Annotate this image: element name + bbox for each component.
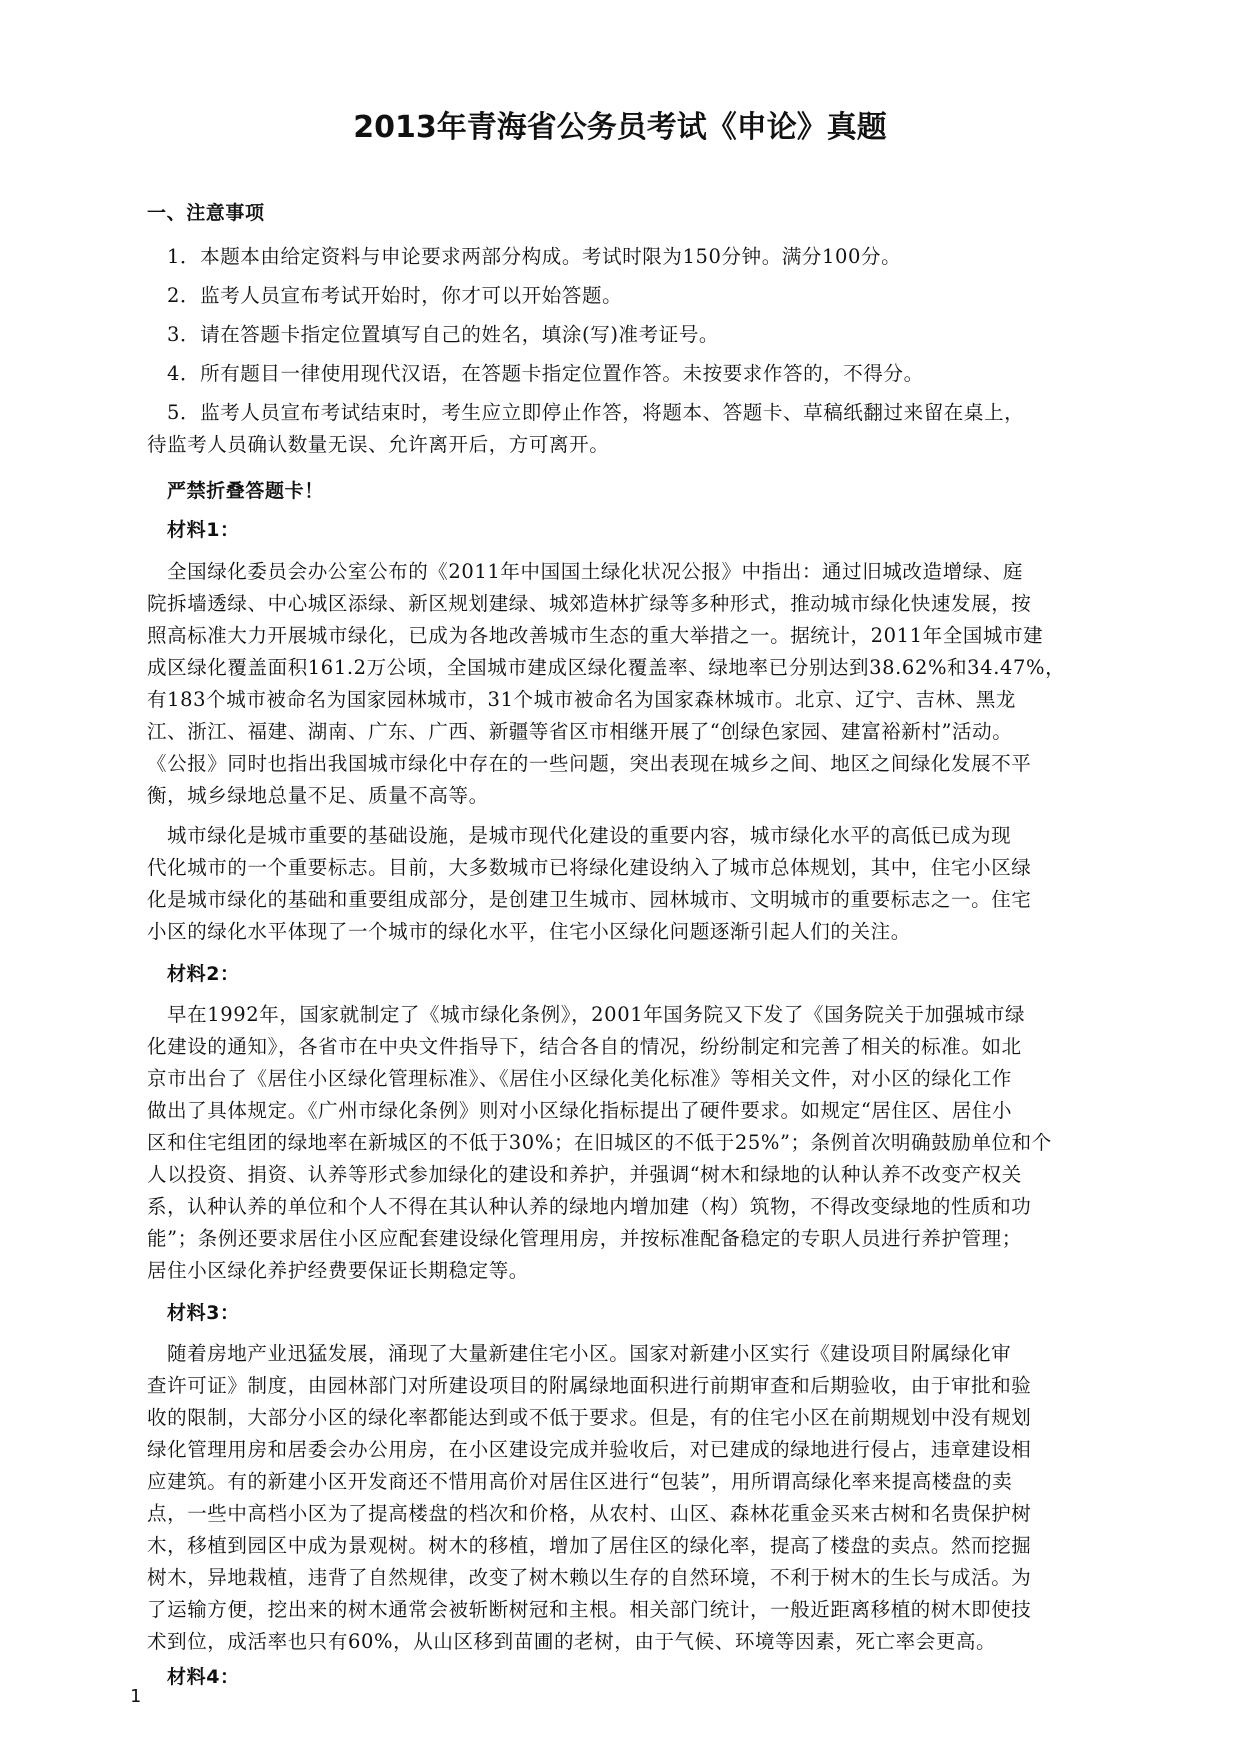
material-2-p1-line: 区和住宅组团的绿地率在新城区的不低于30%；在旧城区的不低于25%”；条例首次明确鼓励单位和个 [147,1131,1052,1154]
material-2-p1-line: 京市出台了《居住小区绿化管理标准》、《居住小区绿化美化标准》等相关文件，对小区的绿化工作 [147,1067,1012,1090]
material-1-p1-line: 成区绿化覆盖面积161.2万公顷，全国城市建成区绿化覆盖率、绿地率已分别达到38.62%和34.47%， [147,656,1066,679]
material-2-p1-line: 系，认种认养的单位和个人不得在其认种认养的绿地内增加建（构）筑物，不得改变绿地的性质和功 [147,1195,1032,1218]
material-3-p1-line: 木，移植到园区中成为景观树。树木的移植，增加了居住区的绿化率，提高了楼盘的卖点。然而挖掘 [147,1534,1032,1557]
page-number: 1 [130,1686,141,1707]
material-1-heading: 材料1： [167,519,240,541]
material-3-p1-line: 查许可证》制度，由园林部门对所建设项目的附属绿地面积进行前期审查和后期验收，由于审批和验 [147,1374,1032,1397]
material-3-heading: 材料3： [167,1302,240,1324]
material-2-p1-line: 居住小区绿化养护经费要保证长期稳定等。 [147,1259,529,1282]
notice-item-4: 4．所有题目一律使用现代汉语，在答题卡指定位置作答。未按要求作答的，不得分。 [167,362,924,385]
notice-item-3: 3．请在答题卡指定位置填写自己的姓名，填涂(写)准考证号。 [167,323,720,346]
material-3-p1-line: 绿化管理用房和居委会办公用房，在小区建设完成并验收后，对已建成的绿地进行侵占，违章建设相 [147,1438,1032,1461]
material-1-p1-line: 院拆墙透绿、中心城区添绿、新区规划建绿、城郊造林扩绿等多种形式，推动城市绿化快速发展，按 [147,592,1032,615]
material-3-p1-line: 树木，异地栽植，违背了自然规律，改变了树木赖以生存的自然环境，不利于树木的生长与成活。为 [147,1566,1032,1589]
material-1-p1-line: 照高标准大力开展城市绿化，已成为各地改善城市生态的重大举措之一。据统计，2011年全国城市建 [147,624,1044,647]
material-2-p1-line: 做出了具体规定。《广州市绿化条例》则对小区绿化指标提出了硬件要求。如规定“居住区、居住小 [147,1099,1013,1122]
material-1-p1-line: 衡，城乡绿地总量不足、质量不高等。 [147,784,489,807]
material-3-p1-line: 了运输方便，挖出来的树木通常会被斩断树冠和主根。相关部门统计，一般近距离移植的树木即使技 [147,1598,1032,1621]
material-2-p1-line: 能”；条例还要求居住小区应配套建设绿化管理用房，并按标准配备稳定的专职人员进行养护管理； [147,1227,1022,1250]
material-3-p1-line: 应建筑。有的新建小区开发商还不惜用高价对居住区进行“包装”，用所谓高绿化率来提高楼盘的卖 [147,1470,1013,1493]
material-1-p1-line: 江、浙江、福建、湖南、广东、广西、新疆等省区市相继开展了“创绿色家园、建富裕新村”活动。 [147,720,1013,743]
notice-item-2: 2．监考人员宣布考试开始时，你才可以开始答题。 [167,284,623,307]
material-1-p2-line: 城市绿化是城市重要的基础设施，是城市现代化建设的重要内容，城市绿化水平的高低已成为现 [167,824,1012,847]
material-2-p1-line: 人以投资、捐资、认养等形式参加绿化的建设和养护，并强调“树木和绿地的认种认养不改变产权关 [147,1163,1022,1186]
notice-item-5-line-1: 5．监考人员宣布考试结束时，考生应立即停止作答，将题本、答题卡、草稿纸翻过来留在桌上， [167,401,1025,424]
notice-heading: 一、注意事项 [147,202,265,224]
material-3-p1-line: 点，一些中高档小区为了提高楼盘的档次和价格，从农村、山区、森林花重金买来古树和名贵保护树 [147,1502,1032,1525]
document-title: 2013年青海省公务员考试《申论》真题 [353,110,887,145]
material-2-heading: 材料2： [167,963,240,985]
material-3-p1-line: 随着房地产业迅猛发展，涌现了大量新建住宅小区。国家对新建小区实行《建设项目附属绿化审 [167,1342,1012,1365]
material-1-p1-line: 有183个城市被命名为国家园林城市，31个城市被命名为国家森林城市。北京、辽宁、吉林、黑龙 [147,688,1017,711]
material-1-p2-line: 代化城市的一个重要标志。目前，大多数城市已将绿化建设纳入了城市总体规划，其中，住宅小区绿 [147,856,1032,879]
material-1-p1-line: 《公报》同时也指出我国城市绿化中存在的一些问题，突出表现在城乡之间、地区之间绿化发展不平 [147,752,1032,775]
warning-text: 严禁折叠答题卡！ [167,480,324,502]
material-1-p1-line: 全国绿化委员会办公室公布的《2011年中国国土绿化状况公报》中指出：通过旧城改造增绿、庭 [167,560,1024,583]
material-3-p1-line: 收的限制，大部分小区的绿化率都能达到或不低于要求。但是，有的住宅小区在前期规划中没有规划 [147,1406,1032,1429]
material-4-heading: 材料4： [167,1666,240,1688]
material-2-p1-line: 早在1992年，国家就制定了《城市绿化条例》，2001年国务院又下发了《国务院关于加强城市绿 [167,1003,1026,1026]
notice-item-5-line-2: 待监考人员确认数量无误、允许离开后，方可离开。 [147,433,610,456]
notice-item-1: 1．本题本由给定资料与申论要求两部分构成。考试时限为150分钟。满分100分。 [167,245,902,268]
material-3-p1-line: 术到位，成活率也只有60%，从山区移到苗圃的老树，由于气候、环境等因素，死亡率会更高。 [147,1630,997,1653]
material-1-p2-line: 小区的绿化水平体现了一个城市的绿化水平，住宅小区绿化问题逐渐引起人们的关注。 [147,920,911,943]
material-1-p2-line: 化是城市绿化的基础和重要组成部分，是创建卫生城市、园林城市、文明城市的重要标志之一。住宅 [147,888,1032,911]
material-2-p1-line: 化建设的通知》，各省市在中央文件指导下，结合各自的情况，纷纷制定和完善了相关的标准。如北 [147,1035,1022,1058]
